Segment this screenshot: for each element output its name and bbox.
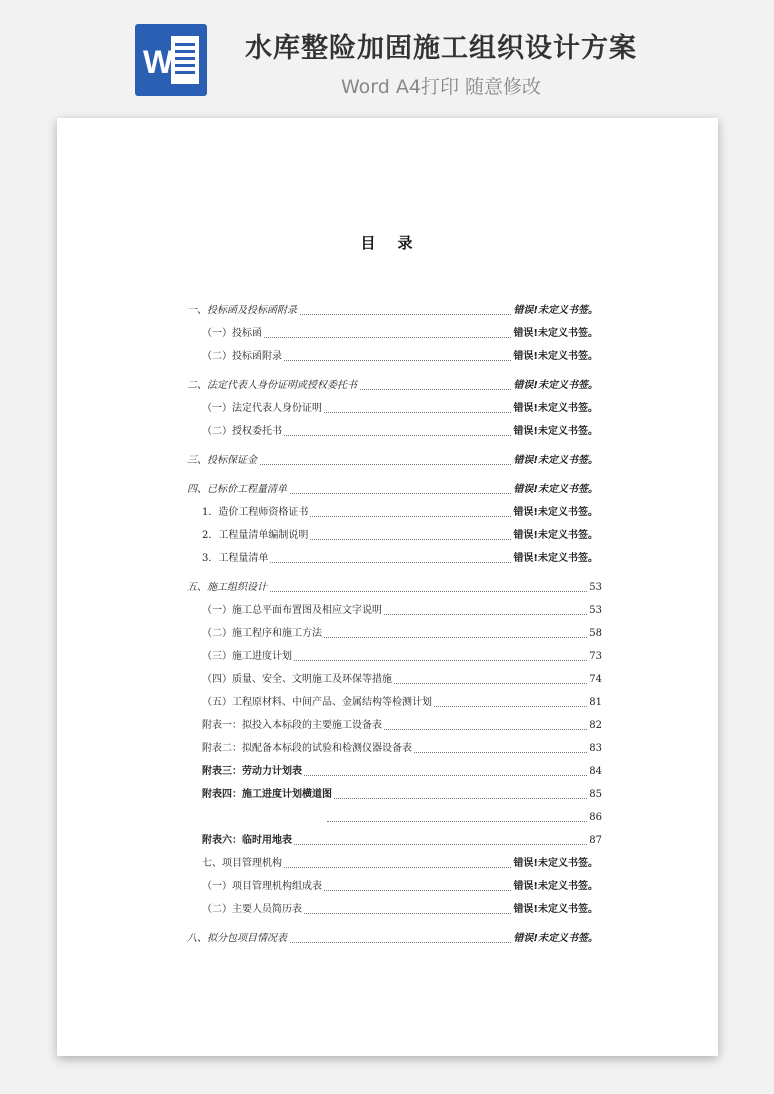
toc-entry-label: 1．造价工程师资格证书	[202, 507, 309, 518]
toc-entry[interactable]	[57, 696, 718, 712]
toc-entry[interactable]	[57, 811, 718, 827]
toc-entry-page: 错误!未定义书签。	[513, 380, 598, 391]
toc-entry-label: （二）投标函附录	[202, 351, 282, 362]
toc-entry[interactable]	[57, 454, 718, 470]
toc-entry-label: 3．工程量清单	[202, 553, 269, 564]
toc-entry-label: （一）法定代表人身份证明	[202, 403, 322, 414]
toc-heading-char2: 录	[397, 234, 415, 252]
document-page	[57, 118, 718, 1056]
toc-entry[interactable]	[57, 788, 718, 804]
toc-entry[interactable]	[57, 742, 718, 758]
toc-entry-label: 附表三：劳动力计划表	[202, 766, 302, 777]
toc-leader-dots	[327, 821, 587, 822]
toc-entry-page: 错误!未定义书签。	[513, 881, 598, 892]
toc-entry[interactable]	[57, 834, 718, 850]
toc-entry[interactable]	[57, 304, 718, 320]
toc-entry-page: 87	[589, 835, 602, 846]
toc-entry-page: 84	[589, 766, 602, 777]
toc-entry-page: 错误!未定义书签。	[513, 904, 598, 915]
toc-entry-label: （三）施工进度计划	[202, 651, 292, 662]
toc-entry-page: 85	[589, 789, 602, 800]
toc-entry-page: 错误!未定义书签。	[513, 403, 598, 414]
toc-entry-page: 86	[589, 812, 602, 823]
toc-entry-label: 七、项目管理机构	[202, 858, 282, 869]
toc-entry[interactable]	[57, 402, 718, 418]
toc-entry-page: 83	[589, 743, 602, 754]
toc-entry-page: 错误!未定义书签。	[513, 933, 598, 944]
toc-entry[interactable]	[57, 581, 718, 597]
toc-entry-page: 73	[589, 651, 602, 662]
toc-entry-page: 错误!未定义书签。	[513, 507, 598, 518]
toc-entry[interactable]	[57, 673, 718, 689]
toc-entry-label: （一）施工总平面布置图及相应文字说明	[202, 605, 382, 616]
toc-entry[interactable]	[57, 350, 718, 366]
toc-entry[interactable]	[57, 719, 718, 735]
toc-entry-label: 附表二：拟配备本标段的试验和检测仪器设备表	[202, 743, 412, 754]
toc-heading	[57, 232, 718, 253]
toc-entry-page: 53	[589, 582, 602, 593]
toc-entry-page: 错误!未定义书签。	[513, 858, 598, 869]
toc-entry-label: 一、投标函及投标函附录	[187, 305, 297, 316]
toc-entry-label: 四、已标价工程量清单	[187, 484, 287, 495]
toc-entry-label: 三、投标保证金	[187, 455, 257, 466]
toc-entry[interactable]	[57, 425, 718, 441]
toc-entry-page: 82	[589, 720, 602, 731]
word-icon-letter: W	[143, 44, 174, 80]
toc-entry-label: 八、拟分包项目情况表	[187, 933, 287, 944]
toc-entry-label: 附表四：施工进度计划横道图	[202, 789, 332, 800]
toc-entry[interactable]	[57, 506, 718, 522]
toc-entry[interactable]	[57, 627, 718, 643]
header	[0, 0, 774, 110]
toc-entry-page: 错误!未定义书签。	[513, 455, 598, 466]
toc-entry-page: 错误!未定义书签。	[513, 484, 598, 495]
toc-heading-char1: 目	[360, 234, 378, 252]
word-doc-icon	[135, 24, 207, 96]
toc-entry[interactable]	[57, 857, 718, 873]
toc-entry-page: 81	[589, 697, 602, 708]
document-subtitle: Word A4打印 随意修改	[340, 76, 541, 98]
toc-entry[interactable]	[57, 903, 718, 919]
toc-entry[interactable]	[57, 650, 718, 666]
toc-entry-label: 附表六：临时用地表	[202, 835, 292, 846]
toc-entry[interactable]	[57, 529, 718, 545]
toc-entry-label: 2．工程量清单编制说明	[202, 530, 309, 541]
toc-entry[interactable]	[57, 604, 718, 620]
toc-entry-label: （一）投标函	[202, 328, 262, 339]
toc-entry[interactable]	[57, 880, 718, 896]
toc-entry-page: 错误!未定义书签。	[513, 530, 598, 541]
document-title: 水库整险加固施工组织设计方案	[245, 33, 637, 64]
toc-entry-label: （四）质量、安全、文明施工及环保等措施	[202, 674, 392, 685]
toc-entry-label: 二、法定代表人身份证明或授权委托书	[187, 380, 357, 391]
toc-entry-label: 附表一：拟投入本标段的主要施工设备表	[202, 720, 382, 731]
toc-entry-page: 错误!未定义书签。	[513, 328, 598, 339]
toc-entry-label: （二）主要人员简历表	[202, 904, 302, 915]
toc-entry-page: 53	[589, 605, 602, 616]
toc-entry-page: 58	[589, 628, 602, 639]
toc-entry-page: 错误!未定义书签。	[513, 305, 598, 316]
toc-entry-label: （一）项目管理机构组成表	[202, 881, 322, 892]
toc-entry[interactable]	[57, 483, 718, 499]
toc-entry-label: 五、施工组织设计	[187, 582, 267, 593]
toc-entry-page: 错误!未定义书签。	[513, 351, 598, 362]
toc-entry[interactable]	[57, 932, 718, 948]
toc-entry-label: （五）工程原材料、中间产品、金属结构等检测计划	[202, 697, 432, 708]
toc-entry-label: （二）授权委托书	[202, 426, 282, 437]
toc-entry-page: 74	[589, 674, 602, 685]
toc-entry-page: 错误!未定义书签。	[513, 553, 598, 564]
toc-entry[interactable]	[57, 765, 718, 781]
toc-entry[interactable]	[57, 379, 718, 395]
toc-entry[interactable]	[57, 552, 718, 568]
toc-entry-label: （二）施工程序和施工方法	[202, 628, 322, 639]
toc-entry[interactable]	[57, 327, 718, 343]
toc-entry-page: 错误!未定义书签。	[513, 426, 598, 437]
